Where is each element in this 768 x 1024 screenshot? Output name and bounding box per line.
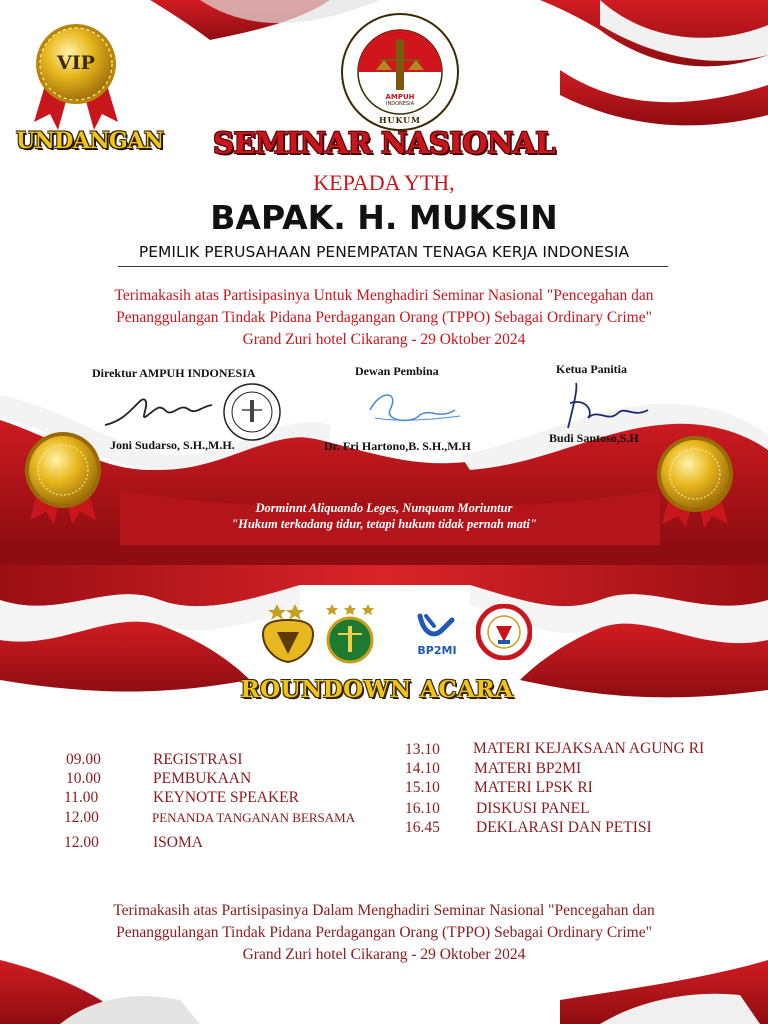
- footer-text: [0, 900, 768, 966]
- rundown-activity: DISKUSI PANEL: [476, 800, 590, 817]
- emblem-center-sub: INDONESIA: [386, 101, 414, 107]
- rundown-time: 15.10: [405, 779, 440, 796]
- lpsk-logo-icon: [476, 604, 532, 660]
- bp2mi-logo-icon: [412, 612, 462, 642]
- police-logo-icon: [255, 600, 321, 664]
- rundown-time: 09.00: [66, 751, 101, 768]
- signature-name-2: Dr. Fri Hartono,B. S.H.,M.H: [324, 439, 471, 453]
- signature-seal-icon: [222, 382, 282, 442]
- rundown-time: 13.10: [405, 741, 440, 758]
- rundown-time: 10.00: [66, 770, 101, 787]
- bp2mi-label: BP2MI: [417, 644, 457, 657]
- rundown-activity: PEMBUKAAN: [153, 770, 252, 787]
- kepada-yth: KEPADA YTH,: [313, 170, 455, 195]
- rundown-activity: DEKLARASI DAN PETISI: [476, 819, 652, 836]
- invitation-line-1: Terimakasih atas Partisipasinya Untuk Menghadiri Seminar Nasional "Pencegahan dan: [114, 287, 654, 304]
- kejaksaan-logo-icon: [322, 600, 378, 664]
- rundown-title: ROUNDOWN ACARA: [240, 676, 514, 703]
- rundown-time: 16.10: [405, 800, 440, 817]
- rundown-activity: MATERI KEJAKSAAN AGUNG RI: [473, 740, 705, 757]
- footer-line-3: Grand Zuri hotel Cikarang - 29 Oktober 2024: [242, 946, 526, 963]
- motto-latin: Dorminnt Aliquando Leges, Nunquam Moriuntur: [255, 501, 513, 515]
- motto: [0, 500, 768, 532]
- rundown-time: 12.00: [64, 809, 99, 826]
- invitation-line-2: Penanggulangan Tindak Pidana Perdagangan Orang (TPPO) Sebagai Ordinary Crime": [116, 309, 652, 326]
- invitation-line-3: Grand Zuri hotel Cikarang - 29 Oktober 2024: [242, 331, 526, 348]
- rundown-time: 14.10: [405, 760, 440, 777]
- rundown-activity: REGISTRASI: [153, 751, 243, 768]
- signature-role-2: Dewan Pembina: [355, 364, 439, 378]
- signature-name-3: Budi Santoso,S.H: [549, 431, 639, 445]
- rundown-time: 11.00: [64, 789, 99, 806]
- signature-role-3: Ketua Panitia: [556, 362, 627, 376]
- page-title: SEMINAR NASIONAL: [212, 126, 556, 160]
- vip-label: VIP: [57, 52, 95, 74]
- rundown-time: 16.45: [405, 819, 440, 836]
- justice-emblem-icon: [340, 12, 460, 132]
- footer-line-2: Penanggulangan Tindak Pidana Perdagangan Orang (TPPO) Sebagai Ordinary Crime": [116, 924, 652, 941]
- rundown-activity: MATERI LPSK RI: [474, 779, 593, 796]
- emblem-center-text: AMPUH: [385, 93, 415, 101]
- ampuh-emblem: [340, 12, 460, 132]
- motto-translation: "Hukum terkadang tidur, tetapi hukum tidak pernah mati": [231, 517, 537, 531]
- signature-role-1: Direktur AMPUH INDONESIA: [92, 366, 256, 380]
- vip-badge: [28, 22, 124, 132]
- invitation-text: [0, 285, 768, 351]
- footer-line-1: Terimakasih atas Partisipasinya Dalam Menghadiri Seminar Nasional "Pencegahan dan: [113, 902, 655, 919]
- recipient-name: BAPAK. H. MUKSIN: [210, 198, 558, 237]
- recipient-title: PEMILIK PERUSAHAAN PENEMPATAN TENAGA KERJA INDONESIA: [138, 243, 630, 261]
- rundown-activity: ISOMA: [153, 834, 203, 851]
- vip-medal-icon: [28, 22, 124, 132]
- rundown-activity: KEYNOTE SPEAKER: [153, 789, 299, 806]
- rundown-activity: MATERI BP2MI: [474, 760, 582, 777]
- undangan-label: UNDANGAN: [16, 128, 164, 154]
- rundown-activity: PENANDA TANGANAN BERSAMA: [152, 810, 356, 825]
- signature-scribble-3-icon: [548, 378, 658, 433]
- rundown-time: 12.00: [64, 834, 99, 851]
- emblem-bottom-text: HUKUM: [378, 115, 422, 125]
- signature-scribble-1-icon: [100, 385, 220, 435]
- signature-name-1: Joni Sudarso, S.H.,M.H.: [110, 438, 235, 452]
- header-divider: [118, 266, 668, 267]
- signature-scribble-2-icon: [360, 380, 470, 435]
